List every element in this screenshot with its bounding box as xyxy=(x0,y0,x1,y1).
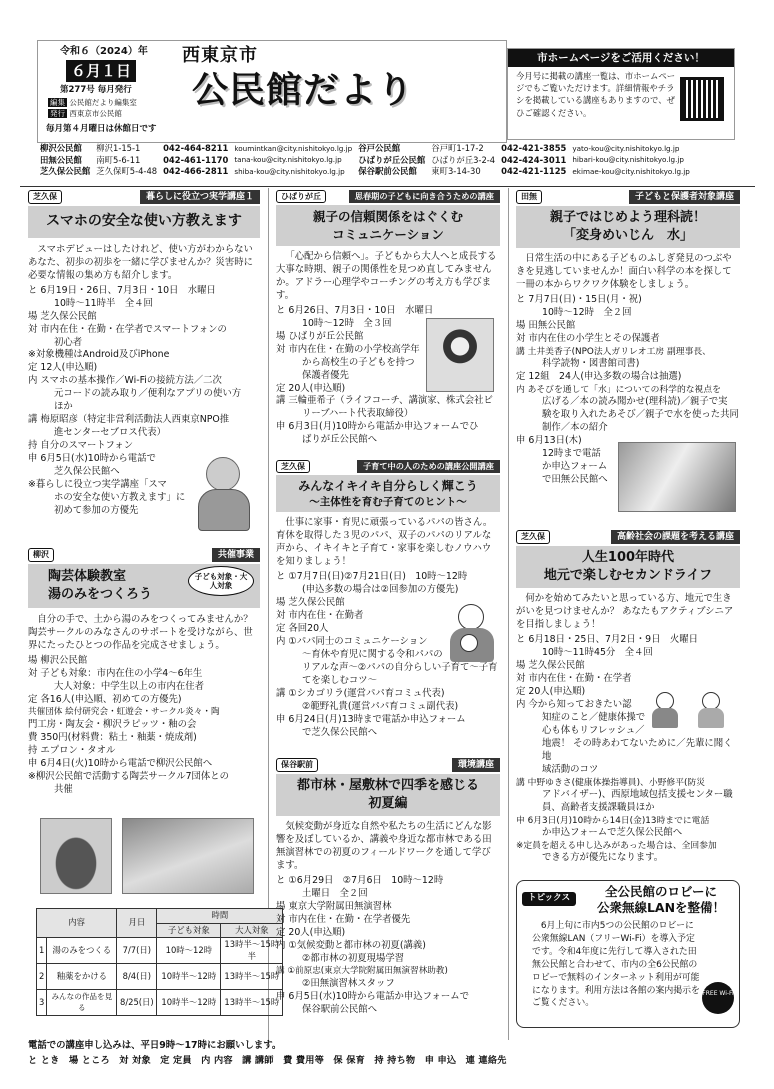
article-intro: 自分の手で、土から湯のみをつくってみませんか？陶芸サークルのみなさんのサポートを受けながら、世界にたったひとつの作品を完成させましょう。 xyxy=(28,614,253,652)
category-bar: 共催事業 xyxy=(212,548,260,562)
schedule-table: 内容 月日 時間 子ども対象 大人対象 1 湯のみをつくる 7/7(日) 10時～12時 13時半～15時半 2 釉薬をかける 8/4(日) 10時半～12時 13時半～15時 3 みんなの作品を見る 8/25(日) 10時半～12時 13時半～15時 xyxy=(36,908,283,1016)
category-bar: 子育て中の人のための講座公開講座 xyxy=(357,460,500,473)
table-row: 3 みんなの作品を見る 8/25(日) 10時半～12時 13時半～15時 xyxy=(37,990,283,1016)
teacup-photo xyxy=(40,818,112,894)
category-bar: 高齢社会の課題を考える講座 xyxy=(611,530,740,544)
science-photo xyxy=(618,442,736,512)
table-row: 1 湯のみをつくる 7/7(日) 10時～12時 13時半～15時半 xyxy=(37,938,283,964)
location-tag: 芝久保 xyxy=(28,190,62,204)
article-details: と 6月26日、7月3日・10日 水曜日 10時～12時 全３回 場 ひばりが丘公民館 対 市内在住・在勤の小学校高学年 から高校生の子どもを持つ 保護者優先 定 20人(申込順) 講 三輪亜希子（ライフコーチ、講演家、株式会社ビ リーブハート代表取締役） 申 6月3日(月)10時から電話か申込フォームでひ ばりが丘公民館へ xyxy=(276,304,493,446)
article-details: 場 柳沢公民館 対 子ども対象：市内在住の小学4～6年生 大人対象：中学生以上の市内在住者 定 各16人(申込順、初めての方優先) 共催団体 絵付研究会・虹遊会・サークル炎々・陶 門工房・陶友会・柳沢ラピッツ・釉の会 費 350円(材料費：粘土・釉薬・焼成剤) 持 エプロン・タオル 申 6月4日(火)10時から電話で柳沢公民館へ ※柳沢公民館で活動する陶芸サークル7団体との 共催 xyxy=(28,655,230,795)
article-details: と ①6月29日 ②7月6日 10時～12時 土曜日 全２回 場 東京大学附属田無演習林 対 市内在住・在勤・在学者優先 定 20人(申込順) 内 ①気候変動と都市林の初夏(講義) ②都市林の初夏現場学習 講 ①前原忠(東京大学院附属田無演習林助教) ②田無演習林スタッフ 申 6月5日(水)10時から電話か申込フォームで 保谷駅前公民館へ xyxy=(276,875,470,1015)
article-details: と 6月18日・25日、7月2日・9日 火曜日 10時～11時45分 全４回 場 芝久保公民館 対 市内在住・在勤・在学者 定 20人(申込順) 内 今から知っておきたい認 知症のこと／健康体操で 心も体もリフレッシュ／ 地震！ その時あわてないために／先輩に聞く地 域活動のコツ 講 中野ゆきさ(健康体操指導員)、小野修平(防災 アドバイザー)、西原地域包括支援センター職 員、高齢者支援課職員ほか 申 6月3日(月)10時から14日(金)13時までに電話 か申込フォームで芝久保公民館へ ※定員を超える申し込みがあった場合は、全回参加 できる方が優先になります。 xyxy=(516,634,733,864)
category-bar: 環境講座 xyxy=(452,758,500,772)
senior-smartphone-illustration xyxy=(192,455,256,533)
divider xyxy=(20,186,755,187)
article-title: 都市林・屋敷林で四季を感じる 初夏編 xyxy=(276,774,500,816)
issue-era: 令和６（2024）年 xyxy=(60,46,148,57)
article-intro: 何かを始めてみたいと思っている方、地元で生きがいを見つけませんか？ あなたもアクティブシニアを目指しましょう！ xyxy=(516,593,734,631)
publisher-line: 発行 西東京市公民館 xyxy=(50,109,122,118)
seniors-illustration xyxy=(650,690,736,730)
article-details: と 6月19日・26日、7月3日・10日 水曜日 10時～11時半 全４回 場 芝久保公民館 対 市内在住・在勤・在学者でスマートフォンの 初心者 ※対象機種はAndroid及びiPhone 定 12人(申込順) 内 スマホの基本操作／Wi-Fiの接続方法／二次 元コードの読み取り／便利なアプリの使い方 ほか 講 梅原昭彦（特定非営利活動法人西東京NPO推 進センターセブロス代表） 持 自分のスマートフォン 申 6月5日(水)10時から電話で 芝久保公民館へ ※暮らしに役立つ実学講座「スマ ホの安全な使い方教えます」に 初めて参加の方優先 xyxy=(28,284,242,517)
closed-notice: 毎月第４月曜日は休館日です xyxy=(46,124,157,134)
website-heading: 市ホームページをご活用ください！ xyxy=(508,49,734,67)
location-tag: 保谷駅前 xyxy=(276,758,318,772)
article-intro: 「心配から信頼へ」。子どもから大人へと成長する大事な時期、親子の関係性を見つめ直してみませんか。アドラー心理学やコーチングの考え方も学びます。 xyxy=(276,250,497,301)
article-intro: 日常生活の中にある子どものふしぎ発見のつぶやきを見逃していませんか！面白い科学の本を探して一冊の本からワクワク体験をしましょう。 xyxy=(516,253,732,291)
article-title: 親子ではじめよう理科読！ 「変身めいじん 水」 xyxy=(516,206,740,248)
wifi-icon: FREE Wi-Fi xyxy=(702,982,734,1014)
issue-number: 第277号 毎月発行 xyxy=(60,85,132,95)
article-details: と 7月7日(日)・15日(月・祝) 10時～12時 全２回 場 田無公民館 対 市内在住の小学生とその保護者 講 土井美香子(NPO法人ガリレオ工房 副理事長、 科学読物・図書館司書) 定 12組 24人(申込多数の場合は抽選) 内 あそびを通して「水」についての科学的な視点を 広げる／本の読み聞かせ(理科読)／親子で実 験を取り入れたあそび／親子で水を使った共同 制作／本の紹介 申 6月13日(木) 12時まで電話 か申込フォーム で田無公民館へ xyxy=(516,294,739,486)
city-name: 西東京市 xyxy=(182,45,258,66)
editor-line: 編集 公民館だより編集室 xyxy=(50,98,137,107)
article-title: 親子の信頼関係をはぐくむ コミュニケーション xyxy=(276,205,500,246)
footer-legend: と とき 場 ところ 対 対象 定 定員 内 内容 講 講師 費 費用等 保 保育 持 持ち物 申 申込 連 連絡先 xyxy=(28,1055,507,1066)
footer-note: 電話での講座申し込みは、平日9時～17時にお願いします。 xyxy=(28,1040,282,1051)
directory-row: 柳沢公民館 柳沢1-15-1 042-464-8211 koumintkan@city.nishitokyo.lg.jp 谷戸公民館 谷戸町1-17-2 042-421-3855 yato-kou@city.nishitokyo.lg.jp xyxy=(40,143,680,153)
topics-body: 6月上旬に市内5つの公民館のロビーに公衆無線LAN（フリーWi-Fi）を導入予定です。令和4年度に先行して導入された田無公民館と合わせて、市内の全6公民館のロビーで無料のインターネット利用が可能になります。利用方法は各館の案内掲示をご覧ください。 xyxy=(532,921,700,1009)
workshop-photo xyxy=(122,818,254,894)
category-bar: 思春期の子どもに向き合うための講座 xyxy=(349,190,500,203)
location-tag: 田無 xyxy=(516,190,542,204)
article-details: と ①7月7日(日)②7月21日(日) 10時～12時 (申込多数の場合は②回参加の方優先) 場 芝久保公民館 対 市内在住・在勤者 定 各回20人 内 ①パパ同士のコミュニケーション ～育休や育児に関する令和パパの リアルな声～②パパの自分らしい子育て～子育 てを楽しむコツ～ 講 ①シカゴリラ(運営パパ育コミュ代表) ②範野礼貴(運営パパ育コミュ副代表) 申 6月24日(月)13時まで電話か申込フォーム で芝久保公民館へ xyxy=(276,571,498,738)
website-body: 今月号に掲載の講座一覧は、市ホームページでもご覧いただけます。詳細情報やチラシを掲載している講座もありますので、ぜひご確認ください。 xyxy=(516,71,676,118)
masthead-title: 公民館だより xyxy=(192,69,415,111)
issue-date: ６月１日 xyxy=(66,60,136,82)
article-title: みんなイキイキ自分らしく輝こう ～主体性を育む子育てのヒント～ xyxy=(276,475,500,512)
directory-row: 田無公民館 南町5-6-11 042-461-1170 tana-kou@city.nishitokyo.lg.jp ひばりが丘公民館 ひばりが丘3-2-4 042-424-3011 hibari-kou@city.nishitokyo.lg.jp xyxy=(40,154,684,165)
lecturer-photo xyxy=(426,318,494,392)
article-title: 陶芸体験教室 湯のみをつくろう xyxy=(28,564,260,608)
article-intro: スマホデビューはしたけれど、使い方がわからないあなた、初歩の初歩を一緒に学びませんか？災害時に必要な情報の集め方も紹介します。 xyxy=(28,243,254,281)
article-title: 人生100年時代 地元で楽しむセカンドライフ xyxy=(516,546,740,588)
topics-label: トピックス xyxy=(522,892,576,906)
article-intro: 気候変動が身近な自然や私たちの生活にどんな影響を及ぼしているか、講義や身近な都市林である田無演習林での初夏のフィールドワークを通して学びます。 xyxy=(276,821,492,872)
schedule-table-wrap xyxy=(36,908,283,1016)
directory-row: 芝久保公民館 芝久保町5-4-48 042-466-2811 shiba-kou@city.nishitokyo.lg.jp 保谷駅前公民館 東町3-14-30 042-421-1125 ekimae-kou@city.nishitokyo.lg.jp xyxy=(40,166,690,177)
article-intro: 仕事に家事・育児に頑張っているパパの皆さん。育休を取得した３児のパパ、双子のパパのリアルな声から、イキイキと子育て・家事を楽しむノウハウを知りましょう！ xyxy=(276,517,493,568)
location-tag: 柳沢 xyxy=(28,548,54,562)
article-papa xyxy=(276,460,500,740)
father-baby-illustration xyxy=(446,604,496,664)
divider xyxy=(508,188,509,1040)
location-tag: ひばりが丘 xyxy=(276,190,326,203)
category-bar: 子どもと保護者対象講座 xyxy=(629,190,740,204)
table-row: 2 釉薬をかける 8/4(日) 10時半～12時 13時半～15時 xyxy=(37,964,283,990)
category-bar: 暮らしに役立つ実学講座１ xyxy=(140,190,260,204)
location-tag: 芝久保 xyxy=(276,460,310,473)
directory xyxy=(37,143,737,178)
topics-title: 全公民館のロビーに 公衆無線LANを整備！ xyxy=(596,884,726,916)
article-forest xyxy=(276,758,500,1017)
qr-code-icon[interactable] xyxy=(680,77,724,121)
location-tag: 芝久保 xyxy=(516,530,550,544)
audience-bubble: 子ども対象・大人対象 xyxy=(188,566,254,596)
article-title: スマホの安全な使い方教えます xyxy=(28,206,260,237)
